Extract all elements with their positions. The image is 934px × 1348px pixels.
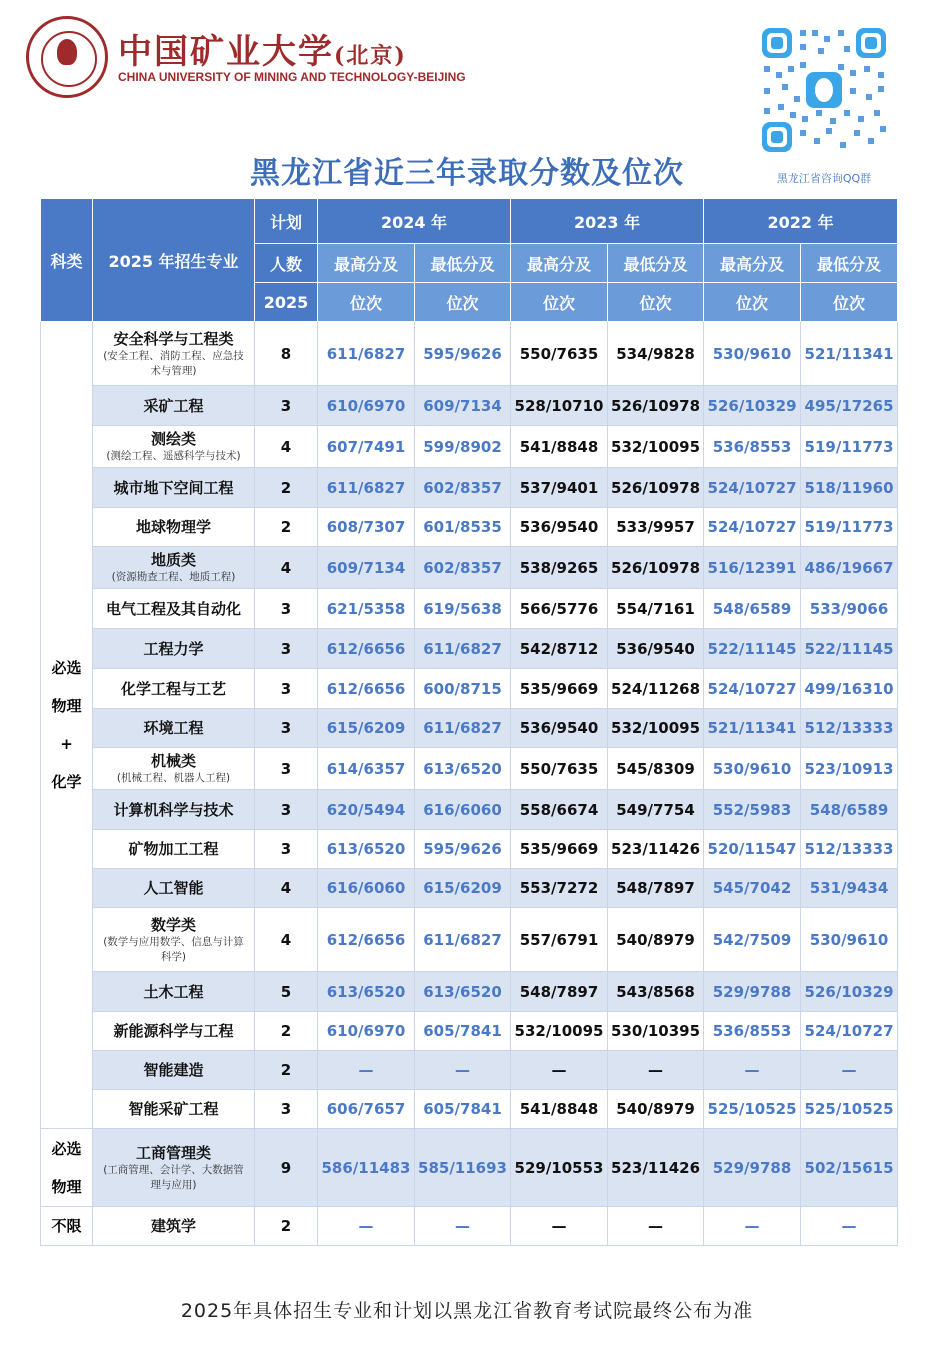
score-rank-cell: 611/6827 bbox=[415, 629, 511, 669]
major-name: 智能采矿工程 bbox=[128, 1100, 219, 1118]
header-max-2024: 最高分及 bbox=[318, 244, 415, 283]
score-rank-cell: 548/6589 bbox=[801, 790, 898, 830]
score-rank-cell: — bbox=[608, 1207, 704, 1246]
score-rank-cell: 612/6656 bbox=[318, 669, 415, 709]
score-rank-cell: 524/10727 bbox=[704, 468, 801, 508]
major-cell bbox=[93, 589, 255, 629]
score-rank-cell: 526/10978 bbox=[608, 468, 704, 508]
score-rank-cell: 558/6674 bbox=[511, 790, 608, 830]
header-plan-3: 2025 bbox=[255, 283, 318, 322]
score-rank-cell: 519/11773 bbox=[801, 508, 898, 547]
score-rank-cell: 532/10095 bbox=[511, 1012, 608, 1051]
score-rank-cell: — bbox=[511, 1051, 608, 1090]
score-rank-cell: 599/8902 bbox=[415, 426, 511, 468]
score-rank-cell: 530/9610 bbox=[801, 908, 898, 972]
major-cell bbox=[93, 830, 255, 869]
score-rank-cell: 518/11960 bbox=[801, 468, 898, 508]
score-rank-cell: 524/10727 bbox=[801, 1012, 898, 1051]
score-rank-cell: 620/5494 bbox=[318, 790, 415, 830]
major-cell bbox=[93, 468, 255, 508]
header-rank-max-2024: 位次 bbox=[318, 283, 415, 322]
major-cell bbox=[93, 709, 255, 748]
plan-count: 4 bbox=[255, 547, 318, 589]
table-row bbox=[41, 1051, 898, 1090]
score-rank-cell: 602/8357 bbox=[415, 547, 511, 589]
plan-count: 2 bbox=[255, 1012, 318, 1051]
plan-count: 3 bbox=[255, 589, 318, 629]
major-name: 建筑学 bbox=[150, 1217, 196, 1235]
score-rank-cell: 533/9066 bbox=[801, 589, 898, 629]
major-name: 地质类 bbox=[150, 551, 196, 569]
table-row bbox=[41, 1129, 898, 1207]
seal-flame-icon bbox=[57, 39, 77, 65]
table-row bbox=[41, 1207, 898, 1246]
plan-count: 4 bbox=[255, 869, 318, 908]
major-subtitle: (机械工程、机器人工程) bbox=[116, 772, 231, 784]
score-rank-cell: 585/11693 bbox=[415, 1129, 511, 1207]
plan-count: 4 bbox=[255, 908, 318, 972]
major-name: 化学工程与工艺 bbox=[120, 679, 226, 698]
table-row bbox=[41, 709, 898, 748]
major-name: 工程力学 bbox=[143, 639, 204, 658]
score-rank-cell: 536/9540 bbox=[511, 508, 608, 547]
header-major: 2025 年招生专业 bbox=[93, 199, 255, 322]
score-rank-cell: 519/11773 bbox=[801, 426, 898, 468]
score-rank-cell: 535/9669 bbox=[511, 830, 608, 869]
score-rank-cell: 613/6520 bbox=[318, 972, 415, 1012]
header-year-2024: 2024 年 bbox=[318, 199, 511, 244]
header-max-2023: 最高分及 bbox=[511, 244, 608, 283]
university-name-cn: 中国矿业大学(北京) bbox=[118, 32, 407, 72]
table-row bbox=[41, 972, 898, 1012]
major-cell bbox=[93, 972, 255, 1012]
score-rank-cell: 610/6970 bbox=[318, 1012, 415, 1051]
table-row bbox=[41, 908, 898, 972]
score-rank-cell: 595/9626 bbox=[415, 830, 511, 869]
header-min-2024: 最低分及 bbox=[415, 244, 511, 283]
score-rank-cell: 531/9434 bbox=[801, 869, 898, 908]
major-name: 环境工程 bbox=[143, 719, 204, 737]
score-rank-cell: 537/9401 bbox=[511, 468, 608, 508]
score-rank-cell: 612/6656 bbox=[318, 908, 415, 972]
major-cell bbox=[93, 547, 255, 589]
score-rank-cell: 611/6827 bbox=[415, 908, 511, 972]
major-cell bbox=[93, 669, 255, 709]
header-year-2022: 2022 年 bbox=[704, 199, 898, 244]
score-rank-cell: 529/9788 bbox=[704, 972, 801, 1012]
score-rank-cell: 516/12391 bbox=[704, 547, 801, 589]
university-name-suffix: (北京) bbox=[334, 43, 407, 69]
table-row bbox=[41, 748, 898, 790]
table-row bbox=[41, 386, 898, 426]
major-cell bbox=[93, 1051, 255, 1090]
table-row bbox=[41, 547, 898, 589]
score-rank-cell: — bbox=[801, 1207, 898, 1246]
header-plan-2: 人数 bbox=[255, 244, 318, 283]
score-rank-cell: 619/5638 bbox=[415, 589, 511, 629]
score-rank-cell: 540/8979 bbox=[608, 1090, 704, 1129]
score-rank-cell: 609/7134 bbox=[318, 547, 415, 589]
major-name: 土木工程 bbox=[143, 982, 204, 1001]
score-rank-cell: 526/10329 bbox=[801, 972, 898, 1012]
table-row bbox=[41, 426, 898, 468]
score-rank-cell: 605/7841 bbox=[415, 1012, 511, 1051]
major-cell bbox=[93, 748, 255, 790]
score-rank-cell: 616/6060 bbox=[318, 869, 415, 908]
score-rank-cell: 616/6060 bbox=[415, 790, 511, 830]
header-category: 科类 bbox=[41, 199, 93, 322]
table-body bbox=[41, 322, 898, 1246]
score-rank-cell: 524/10727 bbox=[704, 669, 801, 709]
table-row bbox=[41, 830, 898, 869]
category-unrestricted: 不限 bbox=[41, 1207, 93, 1246]
major-name: 数学类 bbox=[150, 915, 196, 934]
score-rank-cell: 610/6970 bbox=[318, 386, 415, 426]
score-rank-cell: 524/11268 bbox=[608, 669, 704, 709]
score-rank-cell: 611/6827 bbox=[415, 709, 511, 748]
header-rank-min-2024: 位次 bbox=[415, 283, 511, 322]
header-plan-1: 计划 bbox=[255, 199, 318, 244]
score-rank-cell: — bbox=[415, 1207, 511, 1246]
score-rank-cell: 522/11145 bbox=[704, 629, 801, 669]
score-rank-cell: 495/17265 bbox=[801, 386, 898, 426]
score-rank-cell: 532/10095 bbox=[608, 709, 704, 748]
score-rank-cell: — bbox=[318, 1207, 415, 1246]
plan-count: 2 bbox=[255, 508, 318, 547]
score-rank-cell: 534/9828 bbox=[608, 322, 704, 386]
table-row bbox=[41, 669, 898, 709]
score-rank-cell: — bbox=[415, 1051, 511, 1090]
score-rank-cell: 526/10329 bbox=[704, 386, 801, 426]
header-rank-min-2022: 位次 bbox=[801, 283, 898, 322]
plan-count: 3 bbox=[255, 1090, 318, 1129]
score-rank-cell: 499/16310 bbox=[801, 669, 898, 709]
category-physics bbox=[41, 1129, 93, 1207]
major-cell bbox=[93, 508, 255, 547]
major-cell bbox=[93, 386, 255, 426]
score-rank-cell: 607/7491 bbox=[318, 426, 415, 468]
major-name: 城市地下空间工程 bbox=[113, 478, 234, 497]
admission-score-table bbox=[40, 198, 898, 1246]
score-rank-cell: — bbox=[608, 1051, 704, 1090]
score-rank-cell: 523/11426 bbox=[608, 1129, 704, 1207]
score-rank-cell: 529/10553 bbox=[511, 1129, 608, 1207]
major-subtitle: (数学与应用数学、信息与计算科学) bbox=[103, 935, 244, 963]
table-row bbox=[41, 589, 898, 629]
plan-count: 3 bbox=[255, 629, 318, 669]
major-name: 工商管理类 bbox=[135, 1143, 211, 1162]
plan-count: 3 bbox=[255, 790, 318, 830]
major-cell bbox=[93, 869, 255, 908]
table-row bbox=[41, 629, 898, 669]
score-rank-cell: — bbox=[704, 1207, 801, 1246]
score-rank-cell: 536/8553 bbox=[704, 426, 801, 468]
major-subtitle: (测绘工程、遥感科学与技术) bbox=[106, 450, 241, 462]
score-rank-cell: 525/10525 bbox=[704, 1090, 801, 1129]
score-rank-cell: 613/6520 bbox=[415, 748, 511, 790]
score-rank-cell: 523/11426 bbox=[608, 830, 704, 869]
score-rank-cell: 613/6520 bbox=[415, 972, 511, 1012]
header-rank-max-2023: 位次 bbox=[511, 283, 608, 322]
score-rank-cell: 521/11341 bbox=[801, 322, 898, 386]
category-text: 物理 bbox=[51, 697, 82, 715]
score-rank-cell: 530/9610 bbox=[704, 748, 801, 790]
table-row bbox=[41, 322, 898, 386]
qr-caption: 黑龙江省咨询QQ群 bbox=[776, 172, 872, 185]
table-row bbox=[41, 508, 898, 547]
score-rank-cell: 566/5776 bbox=[511, 589, 608, 629]
score-rank-cell: — bbox=[704, 1051, 801, 1090]
score-rank-cell: 524/10727 bbox=[704, 508, 801, 547]
score-rank-cell: 609/7134 bbox=[415, 386, 511, 426]
score-rank-cell: 540/8979 bbox=[608, 908, 704, 972]
score-rank-cell: 615/6209 bbox=[318, 709, 415, 748]
major-subtitle: (资源勘查工程、地质工程) bbox=[111, 571, 236, 583]
score-rank-cell: 486/19667 bbox=[801, 547, 898, 589]
table-row bbox=[41, 468, 898, 508]
category-text: 必选 bbox=[51, 1139, 82, 1158]
score-rank-cell: 541/8848 bbox=[511, 1090, 608, 1129]
score-rank-cell: — bbox=[318, 1051, 415, 1090]
plan-count: 2 bbox=[255, 468, 318, 508]
score-rank-cell: 614/6357 bbox=[318, 748, 415, 790]
score-rank-cell: 600/8715 bbox=[415, 669, 511, 709]
table-row bbox=[41, 869, 898, 908]
score-rank-cell: 535/9669 bbox=[511, 669, 608, 709]
score-rank-cell: 548/7897 bbox=[511, 972, 608, 1012]
score-rank-cell: 612/6656 bbox=[318, 629, 415, 669]
category-text: 物理 bbox=[51, 1177, 82, 1196]
header-min-2022: 最低分及 bbox=[801, 244, 898, 283]
score-rank-cell: 608/7307 bbox=[318, 508, 415, 547]
score-rank-cell: 613/6520 bbox=[318, 830, 415, 869]
qq-group-qr-code bbox=[760, 26, 888, 154]
score-rank-cell: 605/7841 bbox=[415, 1090, 511, 1129]
major-cell bbox=[93, 629, 255, 669]
score-rank-cell: 529/9788 bbox=[704, 1129, 801, 1207]
major-cell bbox=[93, 1090, 255, 1129]
score-rank-cell: 553/7272 bbox=[511, 869, 608, 908]
score-rank-cell: 525/10525 bbox=[801, 1090, 898, 1129]
plan-count: 2 bbox=[255, 1051, 318, 1090]
major-cell bbox=[93, 1129, 255, 1207]
score-rank-cell: 545/8309 bbox=[608, 748, 704, 790]
major-name: 电气工程及其自动化 bbox=[105, 599, 241, 618]
category-text: + bbox=[60, 735, 73, 753]
major-name: 计算机科学与技术 bbox=[113, 800, 234, 819]
major-cell bbox=[93, 322, 255, 386]
score-rank-cell: 530/10395 bbox=[608, 1012, 704, 1051]
score-rank-cell: 557/6791 bbox=[511, 908, 608, 972]
score-rank-cell: 606/7657 bbox=[318, 1090, 415, 1129]
plan-count: 3 bbox=[255, 386, 318, 426]
score-rank-cell: 554/7161 bbox=[608, 589, 704, 629]
score-rank-cell: 548/7897 bbox=[608, 869, 704, 908]
header-rank-max-2022: 位次 bbox=[704, 283, 801, 322]
major-name: 矿物加工工程 bbox=[128, 840, 219, 858]
major-subtitle: (安全工程、消防工程、应急技术与管理) bbox=[103, 349, 244, 377]
plan-count: 3 bbox=[255, 669, 318, 709]
score-rank-cell: 512/13333 bbox=[801, 830, 898, 869]
major-cell bbox=[93, 426, 255, 468]
score-rank-cell: 602/8357 bbox=[415, 468, 511, 508]
score-rank-cell: 621/5358 bbox=[318, 589, 415, 629]
score-rank-cell: 541/8848 bbox=[511, 426, 608, 468]
score-rank-cell: 552/5983 bbox=[704, 790, 801, 830]
table-row bbox=[41, 1012, 898, 1051]
score-rank-cell: 530/9610 bbox=[704, 322, 801, 386]
score-rank-cell: 549/7754 bbox=[608, 790, 704, 830]
score-rank-cell: 542/8712 bbox=[511, 629, 608, 669]
score-rank-cell: 521/11341 bbox=[704, 709, 801, 748]
header-max-2022: 最高分及 bbox=[704, 244, 801, 283]
plan-count: 4 bbox=[255, 426, 318, 468]
category-text: 必选 bbox=[51, 659, 82, 677]
score-rank-cell: 536/8553 bbox=[704, 1012, 801, 1051]
category-text: 化学 bbox=[51, 773, 82, 791]
page-header bbox=[0, 0, 934, 200]
footer-note: 2025年具体招生专业和计划以黑龙江省教育考试院最终公布为准 bbox=[180, 1300, 754, 1322]
major-name: 智能建造 bbox=[143, 1061, 204, 1079]
plan-count: 2 bbox=[255, 1207, 318, 1246]
plan-count: 3 bbox=[255, 830, 318, 869]
major-name: 新能源科学与工程 bbox=[113, 1022, 234, 1040]
university-seal-logo bbox=[26, 16, 108, 98]
score-rank-cell: 538/9265 bbox=[511, 547, 608, 589]
score-rank-cell: 536/9540 bbox=[608, 629, 704, 669]
score-rank-cell: 611/6827 bbox=[318, 322, 415, 386]
score-rank-cell: 542/7509 bbox=[704, 908, 801, 972]
score-rank-cell: 536/9540 bbox=[511, 709, 608, 748]
score-rank-cell: 545/7042 bbox=[704, 869, 801, 908]
score-rank-cell: 512/13333 bbox=[801, 709, 898, 748]
score-rank-cell: 550/7635 bbox=[511, 748, 608, 790]
major-cell bbox=[93, 908, 255, 972]
score-rank-cell: — bbox=[511, 1207, 608, 1246]
score-rank-cell: 520/11547 bbox=[704, 830, 801, 869]
major-name: 采矿工程 bbox=[143, 396, 204, 415]
major-cell bbox=[93, 790, 255, 830]
category-physics-chemistry bbox=[41, 322, 93, 1129]
score-rank-cell: 586/11483 bbox=[318, 1129, 415, 1207]
score-rank-cell: 595/9626 bbox=[415, 322, 511, 386]
page-title: 黑龙江省近三年录取分数及位次 bbox=[250, 156, 684, 191]
table-row bbox=[41, 790, 898, 830]
plan-count: 5 bbox=[255, 972, 318, 1012]
major-name: 人工智能 bbox=[143, 879, 204, 897]
score-rank-cell: 528/10710 bbox=[511, 386, 608, 426]
header-min-2023: 最低分及 bbox=[608, 244, 704, 283]
score-rank-cell: 611/6827 bbox=[318, 468, 415, 508]
score-rank-cell: 532/10095 bbox=[608, 426, 704, 468]
major-cell bbox=[93, 1207, 255, 1246]
university-name-en: CHINA UNIVERSITY OF MINING AND TECHNOLOGY-BEIJING bbox=[118, 70, 466, 84]
plan-count: 9 bbox=[255, 1129, 318, 1207]
table-row bbox=[41, 1090, 898, 1129]
score-rank-cell: — bbox=[801, 1051, 898, 1090]
major-name: 测绘类 bbox=[150, 430, 196, 448]
major-subtitle: (工商管理、会计学、大数据管理与应用) bbox=[103, 1163, 244, 1191]
score-rank-cell: 548/6589 bbox=[704, 589, 801, 629]
score-rank-cell: 533/9957 bbox=[608, 508, 704, 547]
plan-count: 3 bbox=[255, 709, 318, 748]
score-rank-cell: 550/7635 bbox=[511, 322, 608, 386]
score-rank-cell: 522/11145 bbox=[801, 629, 898, 669]
score-rank-cell: 523/10913 bbox=[801, 748, 898, 790]
header-rank-min-2023: 位次 bbox=[608, 283, 704, 322]
score-rank-cell: 502/15615 bbox=[801, 1129, 898, 1207]
plan-count: 8 bbox=[255, 322, 318, 386]
score-rank-cell: 526/10978 bbox=[608, 547, 704, 589]
major-name: 机械类 bbox=[150, 752, 196, 770]
score-rank-cell: 615/6209 bbox=[415, 869, 511, 908]
score-rank-cell: 526/10978 bbox=[608, 386, 704, 426]
major-name: 安全科学与工程类 bbox=[113, 329, 234, 348]
major-name: 地球物理学 bbox=[135, 518, 211, 536]
plan-count: 3 bbox=[255, 748, 318, 790]
score-rank-cell: 601/8535 bbox=[415, 508, 511, 547]
score-rank-cell: 543/8568 bbox=[608, 972, 704, 1012]
header-year-2023: 2023 年 bbox=[511, 199, 704, 244]
major-cell bbox=[93, 1012, 255, 1051]
